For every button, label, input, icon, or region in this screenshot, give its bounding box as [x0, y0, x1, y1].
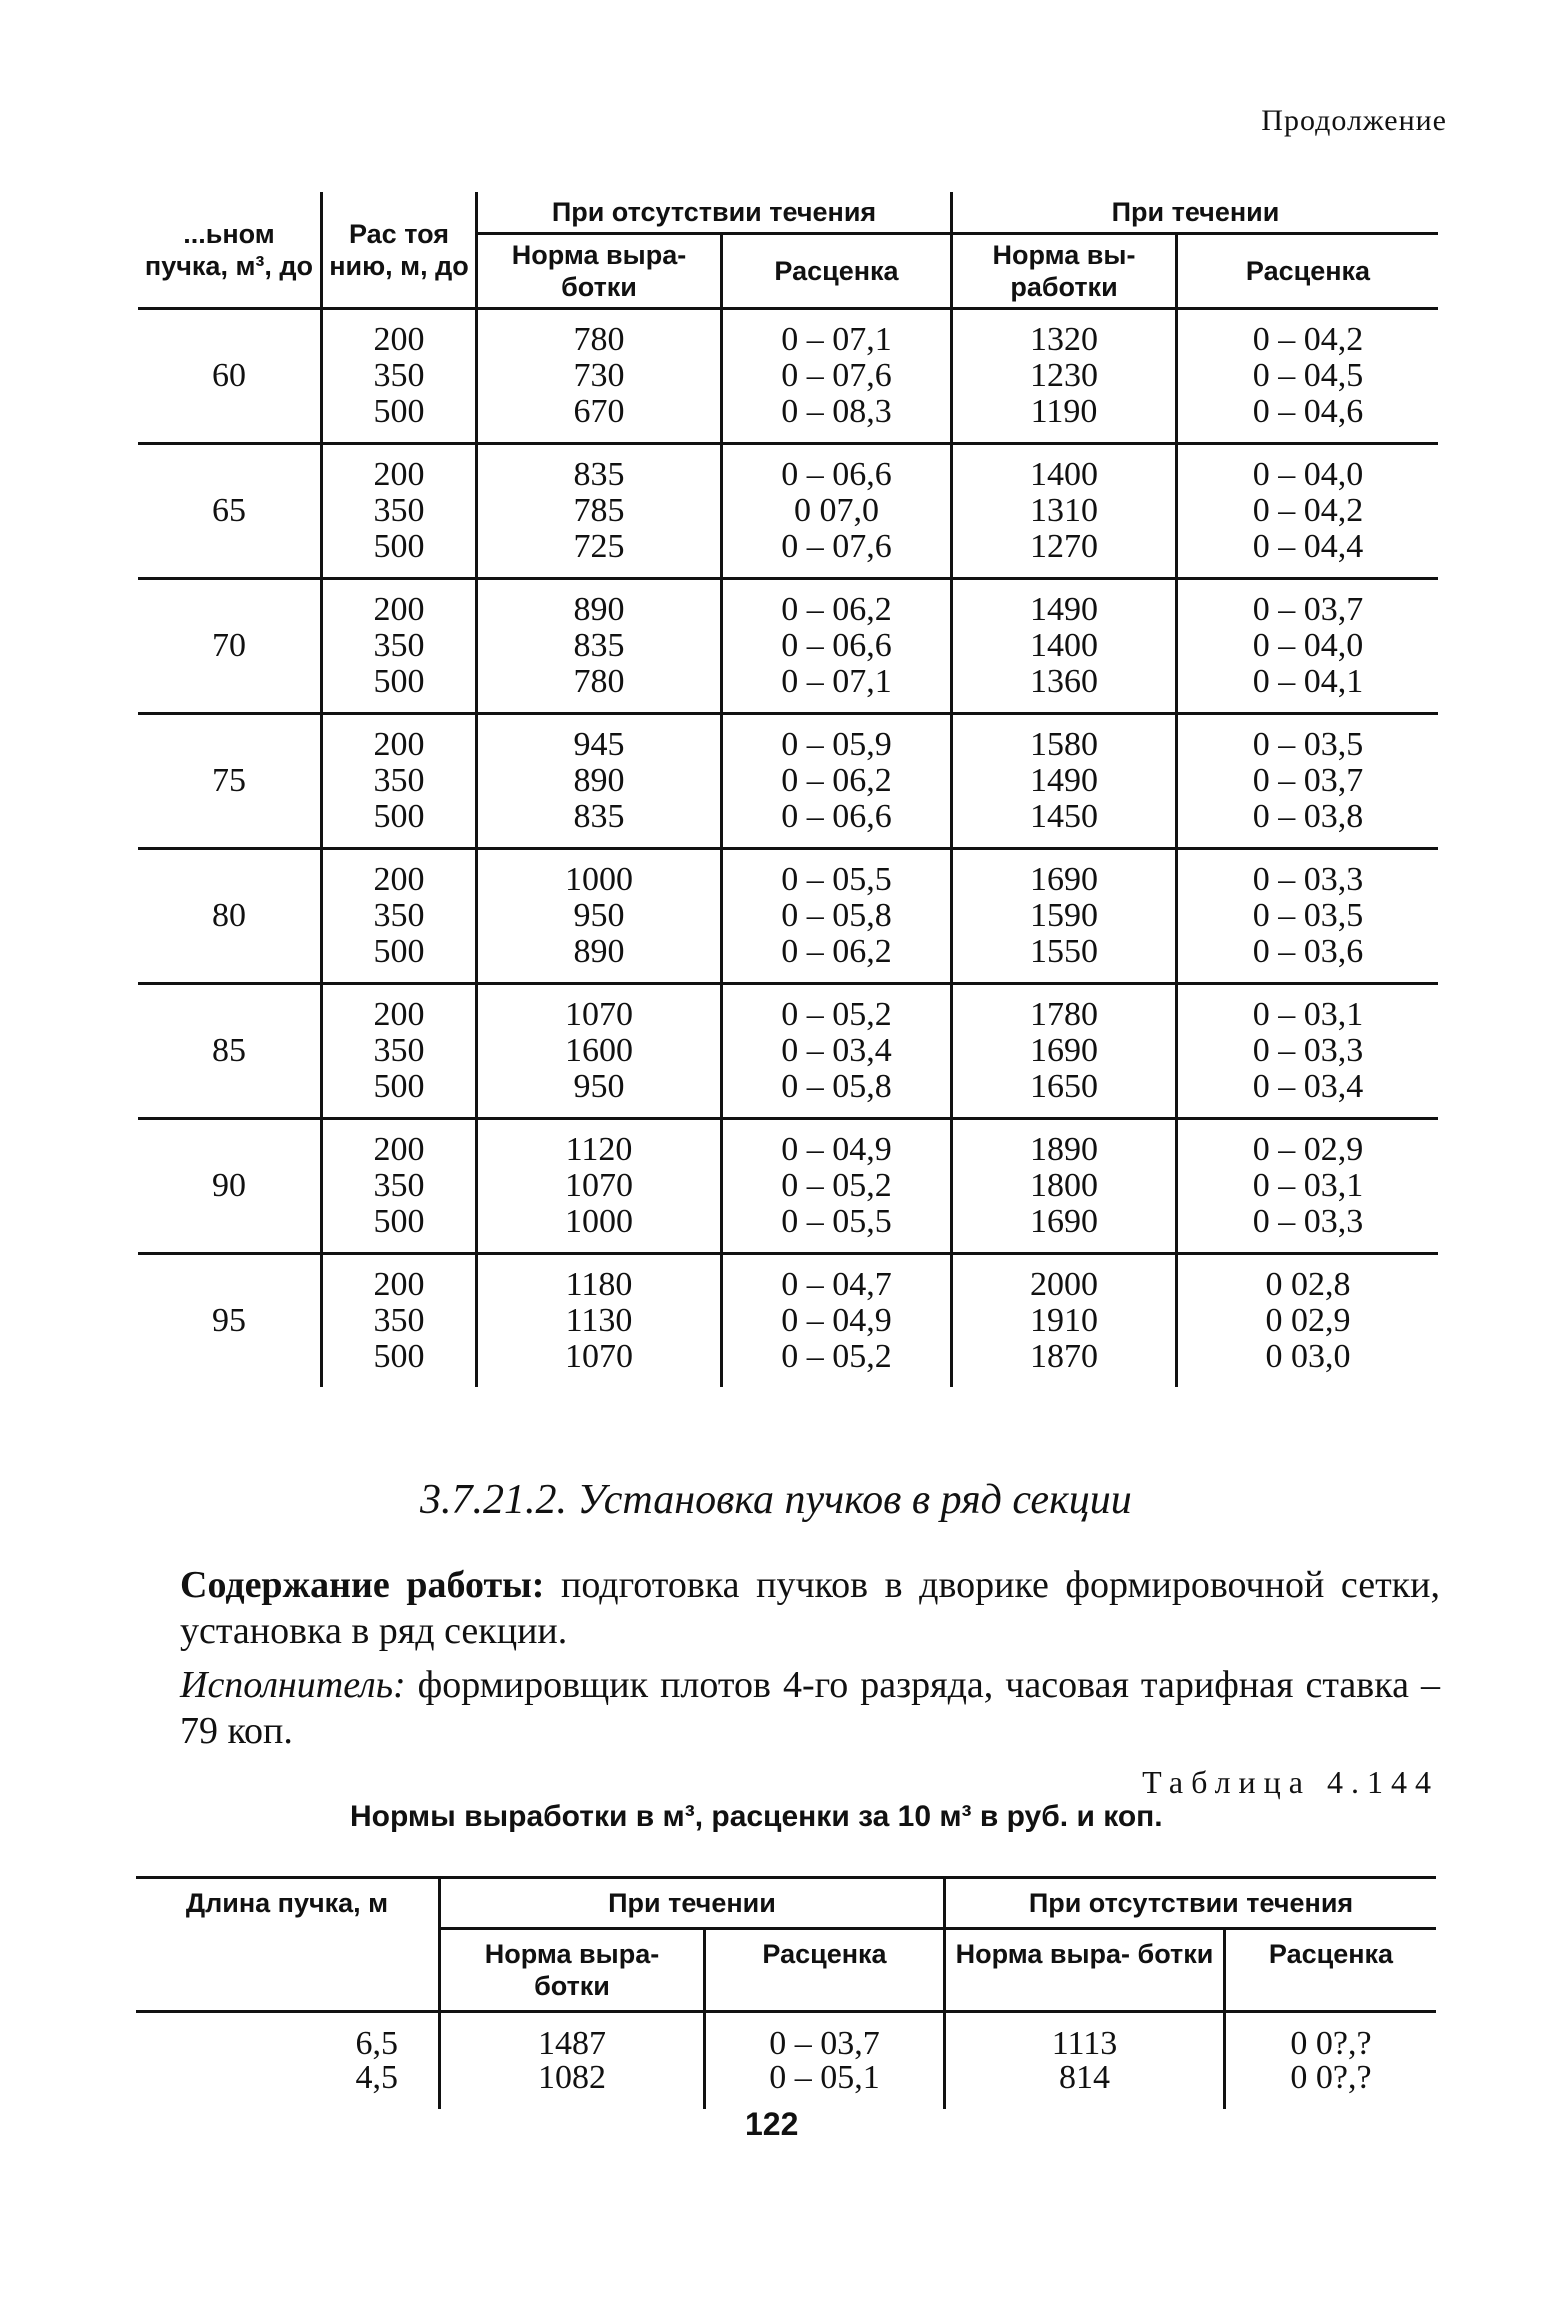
- distance-cell: 200 350 500: [322, 714, 477, 849]
- rate-current-cell: 0 – 03,3 0 – 03,5 0 – 03,6: [1177, 849, 1439, 984]
- page-number: 122: [745, 2106, 799, 2142]
- distance-cell: 200 350 500: [322, 849, 477, 984]
- norm-no-current-cell: 780 730 670: [477, 309, 722, 444]
- norm-current-cell: 1490 1400 1360: [952, 579, 1177, 714]
- table-row: [136, 2012, 1436, 2110]
- volume-cell: 95: [212, 1302, 246, 1339]
- rate-no-current-cell: 0 – 05,5 0 – 05,8 0 – 06,2: [722, 849, 952, 984]
- distance-cell: 200 350 500: [322, 444, 477, 579]
- table-row: [138, 1119, 1438, 1254]
- norm-no-current-cell: 945 890 835: [477, 714, 722, 849]
- table-row: [138, 309, 1438, 444]
- header-current: При течении: [440, 1878, 945, 1929]
- norm-current-cell: 1400 1310 1270: [952, 444, 1177, 579]
- executor-paragraph: [180, 1662, 1440, 1754]
- distance-cell: 200 350 500: [322, 309, 477, 444]
- rate-no-current-cell: 0 – 04,7 0 – 04,9 0 – 05,2: [722, 1254, 952, 1388]
- rate-current-cell: 0 – 04,0 0 – 04,2 0 – 04,4: [1177, 444, 1439, 579]
- executor-text: формировщик плотов 4-го разряда, часовая тарифная ставка – 79 коп.: [180, 1664, 1440, 1752]
- norm-current-cell: 1487 1082: [440, 2012, 705, 2110]
- distance-cell: 200 350 500: [322, 984, 477, 1119]
- rate-no-current-cell: 0 – 04,9 0 – 05,2 0 – 05,5: [722, 1119, 952, 1254]
- header-norm-no-current: Норма выра- ботки: [477, 234, 722, 309]
- executor-label: Исполнитель:: [180, 1664, 406, 1706]
- distance-cell: 200 350 500: [322, 1119, 477, 1254]
- norm-no-current-cell: 835 785 725: [477, 444, 722, 579]
- norm-no-current-cell: 1070 1600 950: [477, 984, 722, 1119]
- rate-current-cell: 0 02,8 0 02,9 0 03,0: [1177, 1254, 1439, 1388]
- rate-current-cell: 0 – 04,2 0 – 04,5 0 – 04,6: [1177, 309, 1439, 444]
- distance-cell: 200 350 500: [322, 579, 477, 714]
- volume-cell: 60: [212, 357, 246, 394]
- norm-no-current-cell: 1000 950 890: [477, 849, 722, 984]
- volume-cell: 80: [212, 897, 246, 934]
- header-rate-no-current: Расценка: [722, 234, 952, 309]
- length-cell: 6,5 4,5: [355, 2025, 398, 2096]
- table-row: [138, 579, 1438, 714]
- norm-no-current-cell: 1180 1130 1070: [477, 1254, 722, 1388]
- volume-cell: 70: [212, 627, 246, 664]
- norm-no-current-cell: 890 835 780: [477, 579, 722, 714]
- section-title: 3.7.21.2. Установка пучков в ряд секции: [420, 1477, 1132, 1523]
- rate-no-current-cell: 0 – 06,2 0 – 06,6 0 – 07,1: [722, 579, 952, 714]
- rate-current-cell: 0 – 03,7 0 – 05,1: [705, 2012, 945, 2110]
- table-number: Таблица 4.144: [1142, 1764, 1439, 1800]
- header-norm-current: Норма выра- ботки: [440, 1929, 705, 2012]
- header-volume: ...ьном пучка, м³, до: [144, 218, 314, 281]
- table-row: [138, 1254, 1438, 1388]
- header-norm-no-current: Норма выра- ботки: [945, 1929, 1225, 2012]
- volume-cell: 85: [212, 1032, 246, 1069]
- table-row: [138, 714, 1438, 849]
- header-rate-no-current: Расценка: [1225, 1929, 1437, 2012]
- header-current: При течении: [952, 192, 1439, 234]
- norm-no-current-cell: 1113 814: [945, 2012, 1225, 2110]
- table-caption: Нормы выработки в м³, расценки за 10 м³ в руб. и коп.: [350, 1800, 1163, 1833]
- norm-current-cell: 2000 1910 1870: [952, 1254, 1177, 1388]
- rate-current-cell: 0 – 02,9 0 – 03,1 0 – 03,3: [1177, 1119, 1439, 1254]
- rate-no-current-cell: 0 0?,? 0 0?,?: [1225, 2012, 1437, 2110]
- header-rate-current: Расценка: [705, 1929, 945, 2012]
- header-no-current: При отсутствии течения: [945, 1878, 1437, 1929]
- norm-current-cell: 1890 1800 1690: [952, 1119, 1177, 1254]
- norms-table-continued: [138, 192, 1438, 1387]
- table-row: [138, 849, 1438, 984]
- table-row: [138, 444, 1438, 579]
- rate-no-current-cell: 0 – 06,6 0 07,0 0 – 07,6: [722, 444, 952, 579]
- norm-current-cell: 1320 1230 1190: [952, 309, 1177, 444]
- header-length: Длина пучка, м: [185, 1888, 389, 1918]
- header-rate-current: Расценка: [1177, 234, 1439, 309]
- rate-current-cell: 0 – 03,7 0 – 04,0 0 – 04,1: [1177, 579, 1439, 714]
- continuation-label: Продолжение: [1261, 104, 1447, 137]
- volume-cell: 90: [212, 1167, 246, 1204]
- norm-current-cell: 1690 1590 1550: [952, 849, 1177, 984]
- rate-current-cell: 0 – 03,5 0 – 03,7 0 – 03,8: [1177, 714, 1439, 849]
- norms-table-installation: [136, 1876, 1436, 2109]
- rate-no-current-cell: 0 – 07,1 0 – 07,6 0 – 08,3: [722, 309, 952, 444]
- header-norm-current: Норма вы- работки: [952, 234, 1177, 309]
- header-no-current: При отсутствии течения: [477, 192, 952, 234]
- table-row: [138, 984, 1438, 1119]
- rate-current-cell: 0 – 03,1 0 – 03,3 0 – 03,4: [1177, 984, 1439, 1119]
- work-content-text: подготовка пучков в дворике формировочной сетки, установка в ряд секции.: [180, 1564, 1440, 1652]
- work-content-label: Содержание работы:: [180, 1564, 545, 1606]
- norm-current-cell: 1780 1690 1650: [952, 984, 1177, 1119]
- volume-cell: 65: [212, 492, 246, 529]
- rate-no-current-cell: 0 – 05,2 0 – 03,4 0 – 05,8: [722, 984, 952, 1119]
- norm-no-current-cell: 1120 1070 1000: [477, 1119, 722, 1254]
- distance-cell: 200 350 500: [322, 1254, 477, 1388]
- rate-no-current-cell: 0 – 05,9 0 – 06,2 0 – 06,6: [722, 714, 952, 849]
- header-distance: Рас тоя нию, м, до: [322, 192, 477, 309]
- norm-current-cell: 1580 1490 1450: [952, 714, 1177, 849]
- work-content-paragraph: [180, 1562, 1440, 1654]
- volume-cell: 75: [212, 762, 246, 799]
